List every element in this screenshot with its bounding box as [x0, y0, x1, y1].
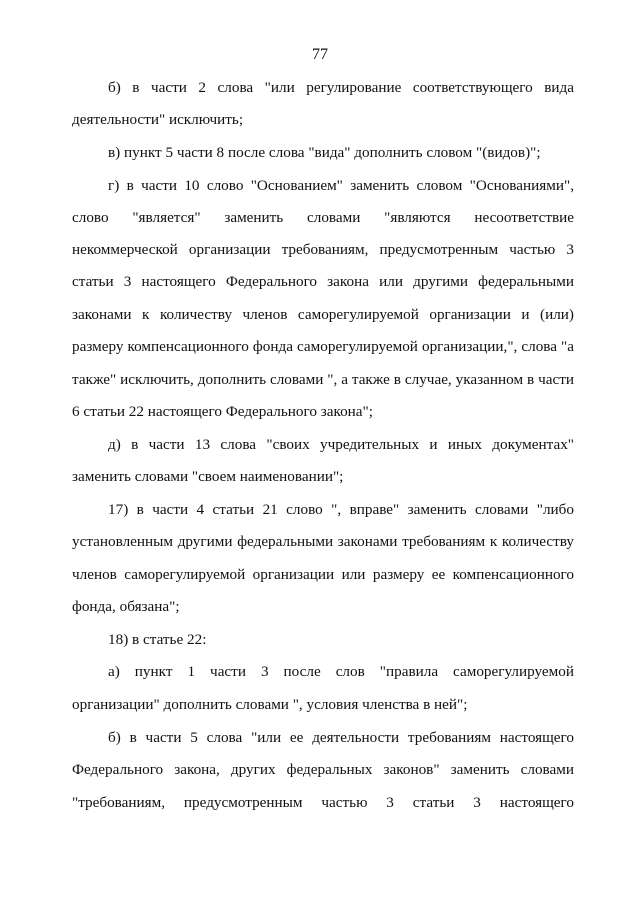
text-line: установленным другими федеральными законами требованиям к количеству [72, 533, 574, 550]
text-line: членов саморегулируемой организации или размеру ее компенсационного [72, 566, 574, 583]
text-line: г) в части 10 слово "Основанием" заменить словом "Основаниями", [108, 177, 574, 194]
text-line: 17) в части 4 статьи 21 слово ", вправе" заменить словами "либо [108, 501, 574, 518]
page-number: 77 [312, 46, 328, 63]
text-line: б) в части 2 слова "или регулирование соответствующего вида [108, 79, 574, 96]
text-line: б) в части 5 слова "или ее деятельности требованиям настоящего [108, 729, 574, 746]
text-line: слово "является" заменить словами "являются несоответствие [72, 209, 574, 226]
text-line: Федерального закона, других федеральных законов" заменить словами [72, 761, 574, 778]
text-line: д) в части 13 слова "своих учредительных и иных документах" [108, 436, 574, 453]
text-line: в) пункт 5 части 8 после слова "вида" дополнить словом "(видов)"; [108, 144, 541, 161]
text-line: статьи 3 настоящего Федерального закона или другими федеральными [72, 273, 574, 290]
text-line: "требованиям, предусмотренным частью 3 статьи 3 настоящего [72, 794, 574, 811]
text-line: организации" дополнить словами ", условия членства в ней"; [72, 696, 468, 713]
text-line: а) пункт 1 части 3 после слов "правила саморегулируемой [108, 663, 574, 680]
text-line: размеру компенсационного фонда саморегулируемой организации,", слова "а [72, 338, 574, 355]
text-line: некоммерческой организации требованиям, предусмотренным частью 3 [72, 241, 574, 258]
text-line: заменить словами "своем наименовании"; [72, 468, 344, 485]
text-line: деятельности" исключить; [72, 111, 244, 128]
text-line: 18) в статье 22: [108, 631, 207, 648]
text-line: законами к количеству членов саморегулируемой организации и (или) [72, 306, 574, 323]
text-line: фонда, обязана"; [72, 598, 180, 615]
text-line: также" исключить, дополнить словами ", а также в случае, указанном в части [72, 371, 574, 388]
text-line: 6 статьи 22 настоящего Федерального закона"; [72, 403, 373, 420]
